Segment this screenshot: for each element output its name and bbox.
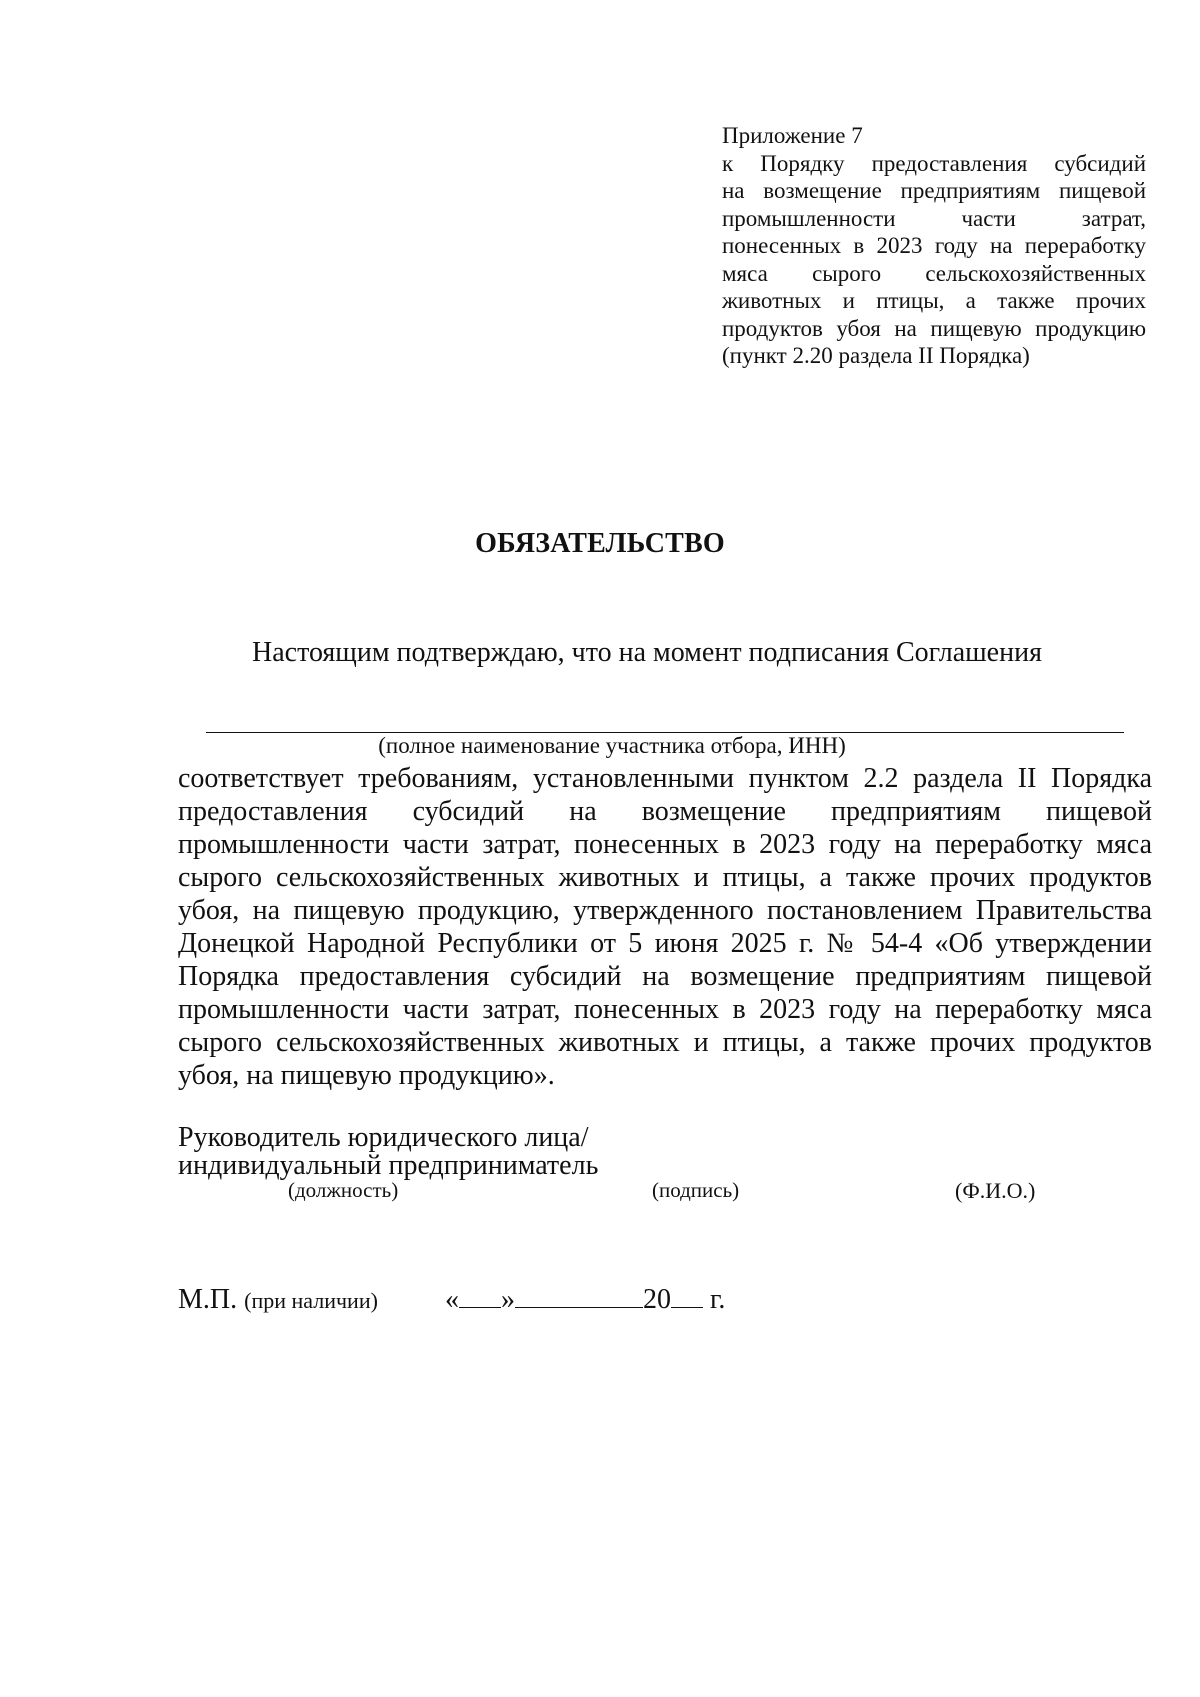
body-line: Донецкой Народной Республики от 5 июня 2025 г. № 54-4 «Об утверждении (178, 928, 1152, 959)
year-prefix: 20 (643, 1284, 671, 1315)
signatory-role-line: Руководитель юридического лица/ (178, 1122, 589, 1153)
year-suffix: г. (710, 1284, 726, 1315)
body-line: убоя, на пищевую продукцию». (178, 1060, 555, 1091)
body-line: убоя, на пищевую продукцию, утвержденного постановлением Правительства (178, 895, 1152, 926)
participant-name-caption: (полное наименование участника отбора, ИНН) (378, 733, 846, 758)
open-quote: « (445, 1284, 459, 1315)
body-line: промышленности части затрат, понесенных в 2023 году на переработку мяса (178, 994, 1152, 1025)
appendix-line: на возмещение предприятиям пищевой (722, 178, 1146, 203)
day-blank (459, 1306, 501, 1308)
appendix-line: (пункт 2.20 раздела II Порядка) (722, 343, 1030, 368)
obligation-body (178, 762, 1152, 1092)
close-quote: » (501, 1284, 515, 1315)
document-title: ОБЯЗАТЕЛЬСТВО (475, 528, 725, 559)
body-line: сырого сельскохозяйственных животных и птицы, а также прочих продуктов (178, 1027, 1152, 1058)
appendix-line: мяса сырого сельскохозяйственных (722, 260, 1146, 286)
signature-caption: (подпись) (652, 1178, 740, 1202)
year-blank (671, 1306, 703, 1308)
appendix-line: к Порядку предоставления субсидий (722, 150, 1146, 176)
intro-sentence: Настоящим подтверждаю, что на момент подписания Соглашения (252, 637, 1042, 668)
seal-label: М.П. (178, 1284, 238, 1315)
seal-note: (при наличии) (244, 1288, 378, 1313)
appendix-line: животных и птицы, а также прочих (722, 288, 1146, 313)
appendix-line: промышленности части затрат, (722, 205, 1146, 231)
seal-place (178, 1284, 378, 1316)
fio-caption: (Ф.И.О.) (955, 1178, 1036, 1203)
body-line: промышленности части затрат, понесенных в 2023 году на переработку мяса (178, 829, 1152, 860)
appendix-line: продуктов убоя на пищевую продукцию (722, 315, 1146, 341)
date-line (445, 1284, 725, 1316)
appendix-line: Приложение 7 (722, 123, 863, 148)
body-line: предоставления субсидий на возмещение предприятиям пищевой (178, 796, 1152, 827)
month-blank (515, 1306, 643, 1308)
signatory-role-line: индивидуальный предприниматель (178, 1150, 599, 1181)
appendix-block (722, 122, 1146, 370)
position-caption: (должность) (288, 1178, 399, 1202)
signatory-role (178, 1124, 598, 1180)
body-line: Порядка предоставления субсидий на возмещение предприятиям пищевой (178, 961, 1152, 992)
body-line: сырого сельскохозяйственных животных и птицы, а также прочих продуктов (178, 862, 1152, 893)
body-line: соответствует требованиям, установленными пунктом 2.2 раздела II Порядка (178, 763, 1152, 794)
appendix-line: понесенных в 2023 году на переработку (722, 233, 1146, 258)
